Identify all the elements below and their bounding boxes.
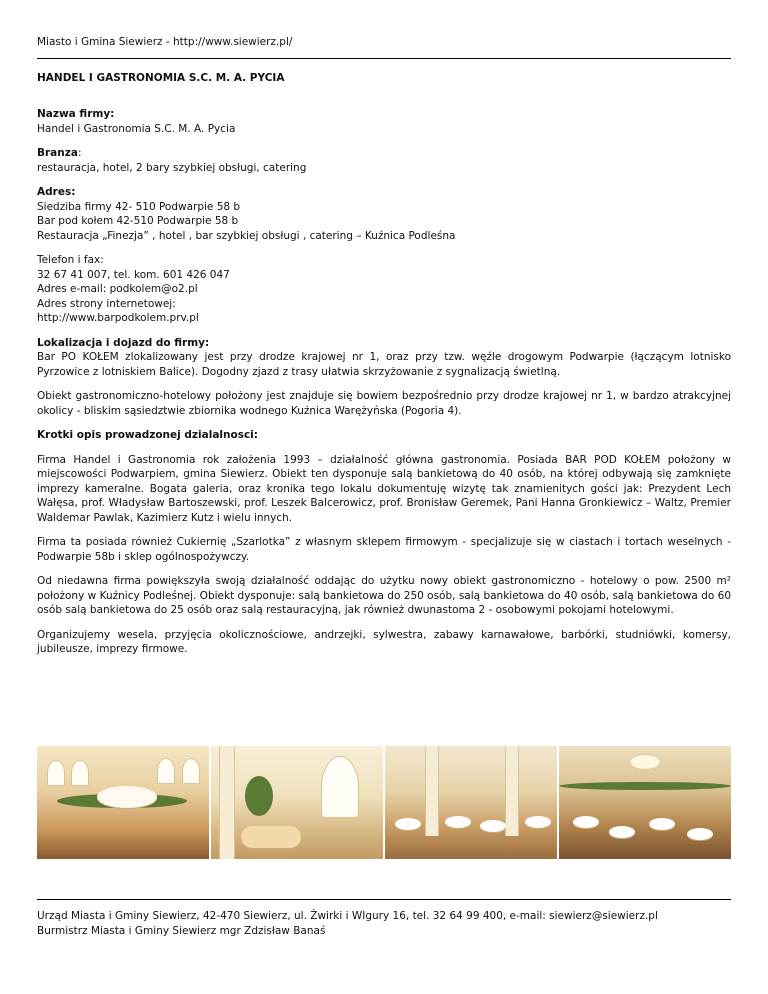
top-divider [37,58,731,59]
description-label: Krotki opis prowadzonej dzialalnosci: [37,429,258,441]
company-details [37,107,731,667]
address-line: Siedziba firmy 42- 510 Podwarpie 58 b [37,200,241,213]
hotel-lobby-photo [211,746,383,859]
footer-address-line: Urząd Miasta i Gminy Siewierz, 42-470 Siewierz, ul. Żwirki i WIgury 16, tel. 32 64 99 400, e-mail: siewierz@siewierz.pl [37,910,658,922]
description-paragraph: Firma Handel i Gastronomia rok założenia 1993 – działalność główna gastronomia. Posiada BAR POD KOŁEM położony w miejscowości Podwarpiem, gmina Siewierz. Obiekt ten dysponuje salą bankietową do 40 osób, na której odbywają się zamknięte imprezy kameralne. Bogata galeria, oraz kronika tego lokalu dokumentuję wizytę tak znamienitych gości jak: Prezydent Lech Wałęsa, prof. Władysław Bartoszewski, prof. Leszek Balcerowicz, prof. Bronisław Geremek, Pani Hanna Gronkiewicz – Waltz, Premier Waldemar Pawlak, Kazimierz Kutz i wielu innych. [37,453,731,524]
restaurant-room-photo [385,746,557,859]
page-footer [37,909,658,938]
phone-label: Telefon i fax: [37,254,104,266]
website-link[interactable]: http://www.barpodkolem.prv.pl [37,312,199,324]
address-line: Restauracja „Finezja” , hotel , bar szybkiej obsługi , catering – Kuźnica Podleśna [37,229,456,242]
footer-mayor-line: Burmistrz Miasta i Gminy Siewierz mgr Zdzisław Banaś [37,924,326,937]
company-name-value: Handel i Gastronomia S.C. M. A. Pycia [37,122,236,135]
photo-gallery [37,746,731,859]
phone-value: 32 67 41 007, tel. kom. 601 426 047 [37,268,230,281]
description-paragraph: Firma ta posiada również Cukiernię „Szarlotka” z własnym sklepem firmowym - specjalizuje się w ciastach i tortach weselnych - Podwarpie 58b i sklep ogólnospożywczy. [37,536,731,563]
address-section [37,185,731,243]
banquet-hall-photo [37,746,209,859]
industry-label: Branza [37,147,78,159]
location-label: Lokalizacja i dojazd do firmy: [37,336,210,349]
ballroom-photo [559,746,731,859]
description-section-label [37,428,731,443]
contact-section [37,253,731,326]
industry-colon: : [77,147,82,159]
page-title: HANDEL I GASTRONOMIA S.C. M. A. PYCIA [37,72,285,84]
description-paragraph: Od niedawna firma powiększyła swoją działalność oddając do użytku nowy obiekt gastronomiczno - hotelowy o pow. 2500 m² położony w Kuźnicy Podleśnej. Obiekt dysponuje: salą bankietowa do 250 osób, salą bankietowa do 40 osób, salą bankietowa do 60 osób salą bankietowa do 25 osób oraz salą restauracyjną, jak również dwunastoma 2 - osobowymi pokojami hotelowymi. [37,575,731,616]
address-line: Bar pod kołem 42-510 Podwarpie 58 b [37,215,239,227]
bottom-divider [37,899,731,900]
industry-value: restauracja, hotel, 2 bary szybkiej obsługi, catering [37,161,307,174]
industry-section [37,146,731,175]
company-name-section [37,107,731,136]
source-header: Miasto i Gmina Siewierz - http://www.siewierz.pl/ [37,36,293,48]
email-line: Adres e-mail: podkolem@o2.pl [37,283,198,295]
location-paragraph-2: Obiekt gastronomiczno-hotelowy położony jest znajduje się bowiem bezpośrednio przy drodze krajowej nr 1, w bardzo atrakcyjnej okolicy - bliskim sąsiedztwie zbiornika wodnego Kuźnica Warężyńska (Pogoria 4). [37,390,731,417]
website-label: Adres strony internetowej: [37,297,176,310]
company-name-label: Nazwa firmy: [37,108,115,120]
location-section [37,336,731,380]
address-label: Adres: [37,186,76,198]
description-paragraph: Organizujemy wesela, przyjęcia okolicznościowe, andrzejki, sylwestra, zabawy karnawałowe, barbórki, studniówki, komersy, jubileusze, imprezy firmowe. [37,628,731,655]
location-text: Bar PO KOŁEM zlokalizowany jest przy drodze krajowej nr 1, oraz przy tzw. węźle drogowym Podwarpie (łączącym lotnisko Pyrzowice z lotniskiem Balice). Dogodny zjazd z trasy ułatwia skrzyżowanie z sygnalizacją świetlną. [37,351,731,378]
